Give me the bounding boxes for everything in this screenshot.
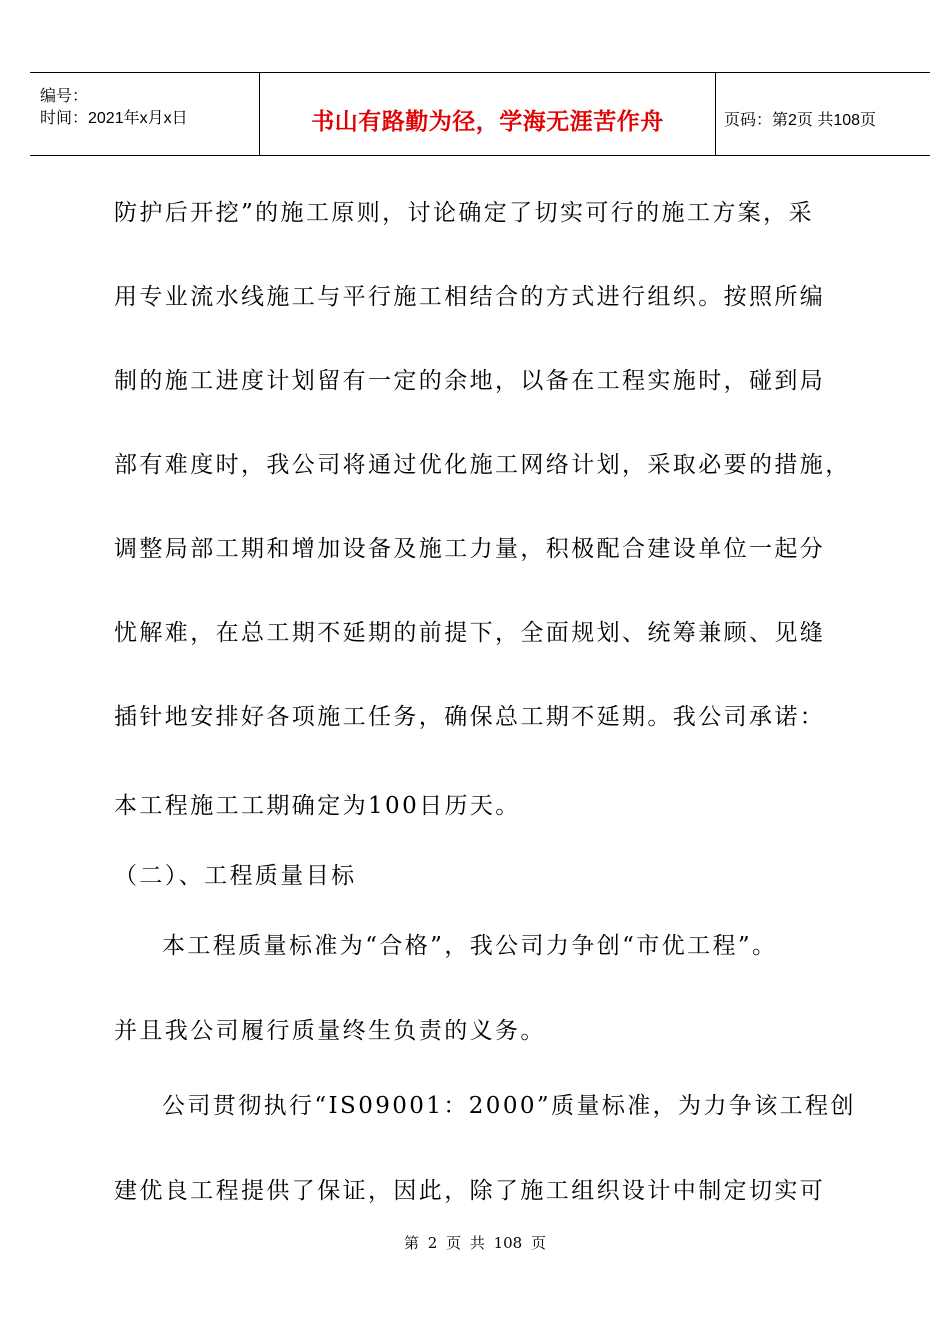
header-table — [30, 72, 930, 156]
body-line: 防护后开挖”的施工原则，讨论确定了切实可行的施工方案，采 — [114, 200, 814, 226]
body-line: 部有难度时，我公司将通过优化施工网络计划，采取必要的措施， — [114, 452, 851, 478]
body-line: 插针地安排好各项施工任务，确保总工期不延期。我公司承诺： — [114, 704, 826, 730]
section-heading: （二）、工程质量目标 — [114, 863, 357, 889]
header-page-info: 页码：第2页 共108页 — [724, 112, 877, 129]
header-left-cell — [30, 73, 260, 155]
body-line: 本工程施工工期确定为100日历天。 — [114, 793, 521, 819]
header-middle-cell — [260, 73, 716, 155]
body-line: 用专业流水线施工与平行施工相结合的方式进行组织。按照所编 — [114, 284, 826, 310]
document-time-label: 时间：2021年x月x日 — [40, 110, 188, 127]
header-motto: 书山有路勤为径，学海无涯苦作舟 — [311, 109, 664, 135]
body-line: 并且我公司履行质量终生负责的义务。 — [114, 1018, 546, 1044]
document-number-label: 编号： — [40, 88, 89, 105]
body-line: 忧解难，在总工期不延期的前提下，全面规划、统筹兼顾、见缝 — [114, 620, 826, 646]
header-right-cell — [716, 73, 930, 155]
body-line: 调整局部工期和增加设备及施工力量，积极配合建设单位一起分 — [114, 536, 826, 562]
page-footer: 第 2 页 共 108 页 — [403, 1234, 546, 1252]
body-line: 制的施工进度计划留有一定的余地，以备在工程实施时，碰到局 — [114, 368, 826, 394]
body-line: 建优良工程提供了保证，因此，除了施工组织设计中制定切实可 — [114, 1178, 826, 1204]
body-line: 本工程质量标准为“合格”，我公司力争创“市优工程”。 — [162, 933, 778, 959]
body-line: 公司贯彻执行“IS09001：2000”质量标准，为力争该工程创 — [162, 1093, 856, 1119]
